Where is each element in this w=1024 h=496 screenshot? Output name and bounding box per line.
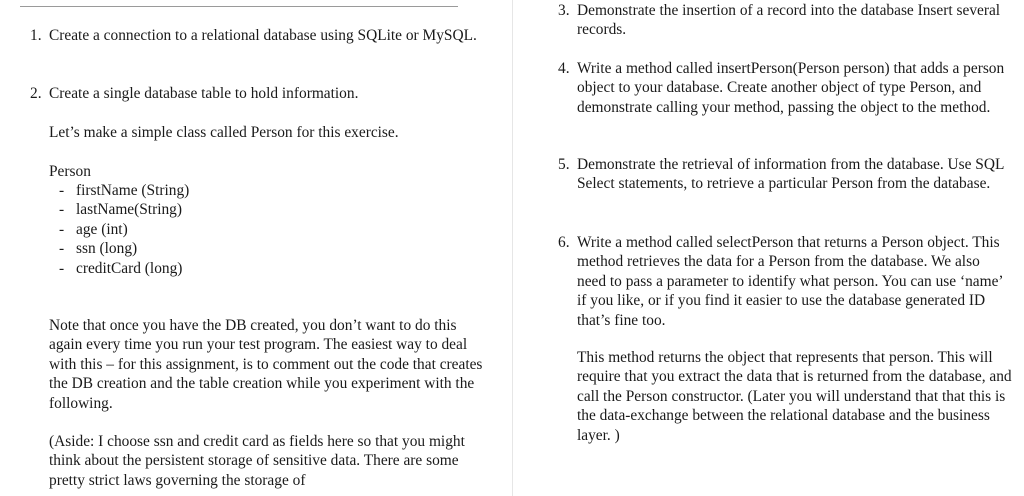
method-detail-paragraph: This method returns the object that represents that person. This will require that you extract the data that is returned from the database, and call the Person constructor. (Later you will understand that that this is the data-exchange between the relational database and the business layer. ) <box>577 349 1012 444</box>
item-number: 4. <box>558 60 570 77</box>
item-number: 6. <box>558 234 570 251</box>
class-intro: Let’s make a simple class called Person for this exercise. <box>49 124 399 141</box>
field-item: - firstName (String) <box>49 181 349 200</box>
list-item-5 <box>558 155 1012 194</box>
item-text: Demonstrate the insertion of a record into the database Insert several records. <box>577 2 1001 39</box>
field-item: - age (int) <box>49 220 349 239</box>
top-rule <box>20 6 458 7</box>
list-item-1 <box>30 26 480 45</box>
list-item-2 <box>30 84 480 103</box>
item-text: Create a single database table to hold information. <box>49 85 359 102</box>
item-number: 1. <box>30 27 42 44</box>
column-divider <box>512 0 513 496</box>
class-name: Person <box>49 163 91 180</box>
field-item: - lastName(String) <box>49 200 349 219</box>
list-item-6 <box>558 233 1012 330</box>
item-text: Write a method called selectPerson that returns a Person object. This method retrieves the data for a Person from the database. We also need to pass a parameter to identify what person. You can use ‘name’ if you like, or if you find it easier to use the database generated ID that’s fine too. <box>577 234 1003 329</box>
item-text: Write a method called insertPerson(Person person) that adds a person object to your database. Create another object of type Person, and demonstrate calling your method, passing the object to the method. <box>577 60 1005 116</box>
field-item: - ssn (long) <box>49 239 349 258</box>
list-item-4 <box>558 59 1012 117</box>
item-text: Demonstrate the retrieval of information from the database. Use SQL Select statements, to retrieve a particular Person from the database. <box>577 156 1004 193</box>
field-list <box>49 181 349 278</box>
aside-paragraph: (Aside: I choose ssn and credit card as fields here so that you might think about the persistent storage of sensitive data. There are some pretty strict laws governing the storage of <box>49 433 465 489</box>
list-item-3 <box>558 1 1012 40</box>
item-text: Create a connection to a relational database using SQLite or MySQL. <box>49 27 477 44</box>
item-number: 3. <box>558 2 570 19</box>
field-item: - creditCard (long) <box>49 259 349 278</box>
item-number: 5. <box>558 156 570 173</box>
item-number: 2. <box>30 85 42 102</box>
note-paragraph: Note that once you have the DB created, you don’t want to do this again every time you run your test program. The easiest way to deal with this – for this assignment, is to comment out the code that creates the DB creation and the table creation while you experiment with the following. <box>49 317 483 412</box>
